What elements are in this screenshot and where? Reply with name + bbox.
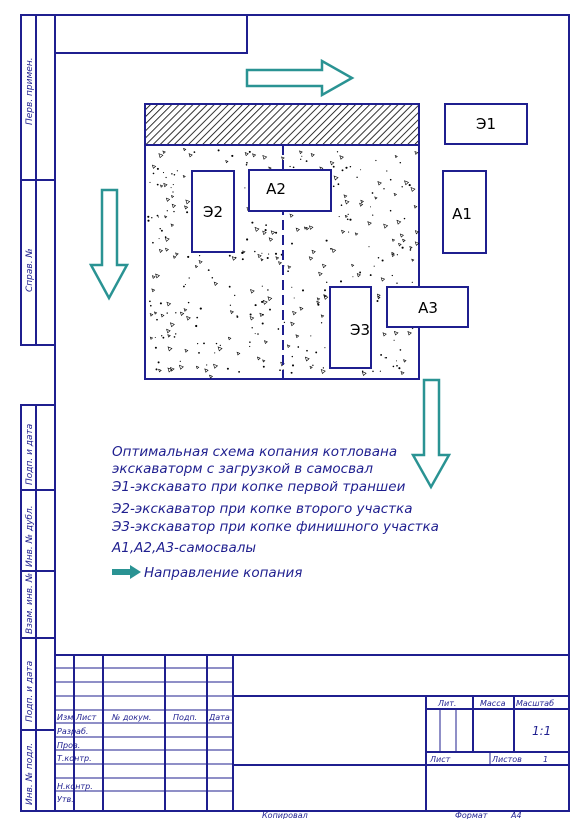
soil-speckle	[348, 214, 349, 215]
tb-col-list: Лист	[76, 713, 97, 722]
soil-speckle	[175, 333, 176, 334]
soil-speckle	[152, 242, 154, 244]
legend-arrow-icon	[112, 565, 141, 579]
soil-speckle	[158, 361, 160, 363]
soil-speckle	[206, 364, 207, 365]
soil-speckle	[255, 333, 256, 334]
soil-speckle	[200, 308, 202, 310]
soil-speckle	[229, 255, 231, 257]
soil-speckle	[263, 366, 265, 368]
side-label-perv-primen: Перв. примен.	[25, 57, 35, 125]
first-trench-hatch	[145, 104, 419, 145]
soil-speckle	[175, 312, 176, 313]
soil-speckle	[382, 259, 384, 261]
side-stamp-labels	[25, 57, 35, 805]
soil-speckle	[409, 184, 411, 186]
soil-speckle	[330, 248, 332, 250]
soil-speckle	[306, 350, 308, 352]
soil-speckle	[291, 243, 293, 245]
soil-speckle	[375, 160, 376, 161]
soil-speckle	[194, 151, 196, 153]
legend-line-4: Э2-экскаватор при копке второго участка	[112, 501, 413, 517]
soil-speckle	[275, 232, 277, 234]
soil-speckle	[306, 160, 308, 162]
soil-speckle	[368, 246, 369, 247]
soil-speckle	[249, 346, 250, 347]
soil-speckle	[172, 191, 173, 192]
soil-speckle	[173, 211, 174, 212]
tb-row-razrab: Разраб.	[57, 727, 89, 736]
soil-speckle	[171, 173, 172, 174]
soil-speckle	[321, 322, 322, 323]
soil-speckle	[294, 297, 295, 298]
soil-speckle	[383, 188, 384, 189]
soil-speckle	[267, 289, 268, 290]
soil-speckle	[374, 266, 375, 267]
soil-speckle	[380, 354, 382, 356]
soil-speckle	[386, 170, 387, 171]
side-label-sprav-no: Справ. №	[25, 248, 35, 292]
legend-line-5: Э3-экскаватор при копке финишного участка	[112, 519, 439, 535]
soil-speckle	[333, 166, 335, 168]
truck-a2-label: А2	[266, 180, 286, 198]
soil-speckle	[339, 216, 340, 217]
soil-speckle	[265, 224, 267, 226]
soil-speckle	[157, 215, 159, 217]
tb-row-prov: Пров.	[57, 741, 81, 750]
legend-line-3: Э1-экскавато при копке первой траншеи	[112, 479, 406, 495]
soil-speckle	[255, 304, 257, 306]
soil-speckle	[159, 228, 160, 229]
soil-speckle	[220, 345, 221, 346]
soil-speckle	[323, 367, 324, 368]
footer-format-value: А4	[511, 811, 522, 819]
footer-format-label: Формат	[455, 811, 488, 819]
tb-row-tkontr: Т.контр.	[57, 754, 92, 763]
soil-speckle	[157, 184, 159, 186]
legend-arrow-caption: Направление копания	[144, 565, 303, 581]
soil-speckle	[386, 357, 387, 358]
soil-speckle	[163, 172, 164, 173]
soil-speckle	[380, 371, 381, 372]
soil-speckle	[348, 232, 349, 233]
pit	[145, 104, 419, 379]
soil-speckle	[356, 177, 357, 178]
soil-speckle	[165, 236, 166, 237]
soil-speckle	[269, 309, 271, 311]
soil-speckle	[378, 257, 380, 259]
soil-speckle	[397, 254, 398, 255]
soil-speckle	[195, 325, 197, 327]
soil-speckle	[359, 272, 361, 274]
soil-speckle	[302, 289, 304, 291]
soil-speckle	[410, 249, 412, 251]
soil-speckle	[292, 356, 293, 357]
legend-line-2: экскаваторм с загрузкой в самосвал	[112, 461, 373, 477]
soil-speckle	[349, 219, 351, 221]
soil-speckle	[352, 276, 353, 277]
soil-speckle	[157, 168, 159, 170]
soil-speckle	[275, 253, 277, 255]
soil-speckle	[159, 238, 160, 239]
tb-sheets-value: 1	[543, 755, 549, 764]
soil-speckle	[291, 287, 292, 288]
soil-speckle	[156, 368, 158, 370]
soil-speckle	[165, 177, 166, 178]
soil-speckle	[188, 302, 189, 303]
soil-speckle	[156, 319, 158, 321]
excavator-e3-label: Э3	[349, 321, 371, 339]
soil-speckle	[186, 211, 188, 213]
soil-speckle	[300, 159, 301, 160]
direction-arrow-down-right	[413, 380, 449, 487]
soil-speckle	[326, 240, 328, 242]
side-label-inv-podl: Инв. № подл.	[25, 742, 35, 805]
soil-speckle	[153, 173, 155, 175]
soil-speckle	[234, 295, 235, 296]
soil-speckle	[345, 167, 347, 169]
soil-speckle	[293, 166, 295, 168]
footer-copied: Копировал	[262, 811, 308, 819]
soil-speckle	[167, 312, 168, 313]
soil-speckle	[404, 218, 405, 219]
soil-speckle	[199, 255, 200, 256]
soil-speckle	[392, 275, 393, 276]
soil-speckle	[183, 286, 185, 288]
tb-sheets-label: Листов	[492, 755, 522, 764]
soil-speckle	[398, 367, 400, 369]
side-label-podp-data-2: Подп. и дата	[25, 660, 35, 722]
soil-speckle	[268, 254, 269, 255]
soil-speckle	[251, 327, 252, 328]
tb-col-data: Дата	[209, 713, 230, 722]
soil-speckle	[291, 372, 293, 374]
soil-speckle	[161, 230, 163, 232]
tb-row-utv: Утв.	[57, 795, 74, 804]
soil-speckle	[262, 322, 264, 324]
soil-speckle	[158, 216, 159, 217]
soil-speckle	[340, 280, 342, 282]
tb-scale-header: Масштаб	[516, 699, 555, 708]
soil-speckle	[254, 251, 256, 253]
soil-speckle	[390, 179, 392, 181]
soil-speckle	[160, 302, 162, 304]
tb-col-izm: Изм.	[57, 713, 76, 722]
soil-speckle	[230, 305, 231, 306]
soil-speckle	[198, 352, 200, 354]
soil-speckle	[372, 192, 374, 194]
soil-speckle	[301, 156, 302, 157]
soil-speckle	[324, 289, 326, 291]
soil-speckle	[161, 335, 162, 336]
soil-speckle	[180, 361, 181, 362]
soil-speckle	[238, 371, 240, 373]
soil-speckle	[187, 256, 189, 258]
soil-speckle	[372, 371, 373, 372]
soil-speckle	[326, 282, 327, 283]
soil-speckle	[342, 169, 344, 171]
tb-col-doc: № докум.	[112, 713, 152, 722]
soil-speckle	[218, 149, 220, 151]
soil-speckle	[177, 170, 178, 171]
soil-speckle	[149, 182, 150, 183]
soil-speckle	[324, 347, 325, 348]
legend-line-6: А1,А2,А3-самосвалы	[112, 540, 257, 556]
soil-speckle	[396, 283, 397, 284]
soil-speckle	[147, 216, 149, 218]
title-block-thin-lines	[55, 668, 490, 791]
soil-speckle	[261, 301, 263, 303]
soil-speckle	[297, 346, 299, 348]
soil-speckle	[155, 347, 157, 349]
soil-speckle	[278, 328, 280, 330]
soil-speckle	[347, 218, 349, 220]
soil-speckle	[385, 357, 386, 358]
soil-speckle	[174, 336, 176, 338]
soil-speckle	[284, 322, 285, 323]
soil-speckle	[394, 340, 395, 341]
soil-speckle	[246, 162, 248, 164]
soil-speckle	[333, 185, 335, 187]
soil-speckle	[370, 274, 372, 276]
soil-speckle	[151, 217, 152, 218]
soil-speckle	[360, 169, 361, 170]
soil-speckle	[400, 162, 401, 163]
soil-speckle	[150, 305, 152, 307]
soil-speckle	[257, 333, 259, 335]
soil-speckle	[310, 335, 311, 336]
soil-speckle	[185, 284, 186, 285]
soil-speckle	[287, 270, 289, 272]
soil-speckle	[214, 352, 215, 353]
tb-mass-header: Масса	[480, 699, 506, 708]
soil-speckle	[227, 368, 229, 370]
side-label-vzam-inv: Взам. инв. №	[25, 572, 35, 634]
soil-speckle	[412, 282, 413, 283]
soil-speckle	[337, 151, 338, 152]
soil-speckle	[171, 187, 172, 188]
soil-speckle	[244, 187, 245, 188]
tb-lit-header: Лит.	[438, 699, 457, 708]
soil-speckle	[208, 269, 210, 271]
truck-a2-box	[249, 170, 331, 211]
soil-speckle	[196, 317, 198, 319]
side-label-inv-dubl: Инв. № дубл.	[25, 505, 35, 567]
excavator-e1-label: Э1	[475, 115, 497, 133]
legend-line-1: Оптимальная схема копания котлована	[112, 444, 398, 460]
soil-speckle	[289, 166, 290, 167]
soil-speckle	[149, 300, 151, 302]
soil-speckle	[203, 342, 205, 344]
soil-speckle	[174, 174, 176, 176]
soil-speckle	[262, 314, 264, 316]
soil-speckle	[246, 164, 248, 166]
tb-sheet-label: Лист	[430, 755, 451, 764]
soil-speckle	[173, 184, 174, 185]
soil-speckle	[292, 364, 294, 366]
tb-row-nkontr: Н.контр.	[57, 782, 93, 791]
soil-speckle	[315, 351, 317, 353]
direction-arrow-down-left	[91, 190, 127, 298]
title-block	[55, 655, 569, 811]
soil-speckle	[250, 313, 252, 315]
soil-speckle	[167, 210, 168, 211]
side-label-podp-data-1: Подп. и дата	[25, 423, 35, 485]
tb-col-podp: Подп.	[173, 713, 198, 722]
soil-speckle	[396, 365, 398, 367]
soil-speckle	[267, 257, 269, 259]
soil-speckle	[338, 183, 340, 185]
soil-speckle	[261, 253, 262, 254]
soil-speckle	[212, 277, 214, 279]
soil-speckle	[312, 365, 313, 366]
soil-speckle	[393, 366, 395, 368]
soil-speckle	[147, 220, 149, 222]
truck-a3-label: А3	[418, 299, 438, 317]
soil-speckle	[377, 300, 379, 302]
excavator-e2-label: Э2	[202, 203, 224, 221]
soil-speckle	[197, 343, 198, 344]
direction-arrow-right	[247, 61, 352, 95]
soil-speckle	[401, 186, 402, 187]
soil-speckle	[246, 238, 248, 240]
truck-a1-label: А1	[452, 205, 472, 223]
soil-speckle	[236, 315, 237, 316]
soil-speckle	[396, 360, 397, 361]
soil-speckle	[216, 343, 217, 344]
soil-speckle	[372, 214, 373, 215]
soil-speckle	[242, 258, 244, 260]
soil-speckle	[162, 337, 164, 339]
soil-speckle	[370, 206, 371, 207]
soil-speckle	[400, 349, 402, 351]
soil-speckle	[249, 341, 251, 343]
soil-speckle	[229, 286, 231, 288]
soil-speckle	[402, 247, 404, 249]
soil-speckle	[231, 155, 233, 157]
soil-speckle	[341, 204, 343, 206]
soil-speckle	[265, 229, 267, 231]
tb-scale-value: 1:1	[532, 724, 552, 738]
soil-speckle	[251, 222, 253, 224]
soil-speckle	[249, 151, 251, 153]
soil-speckle	[262, 286, 263, 287]
soil-speckle	[155, 337, 156, 338]
soil-speckle	[279, 369, 281, 371]
soil-speckle	[390, 210, 392, 212]
soil-speckle	[189, 277, 190, 278]
soil-speckle	[350, 166, 351, 167]
